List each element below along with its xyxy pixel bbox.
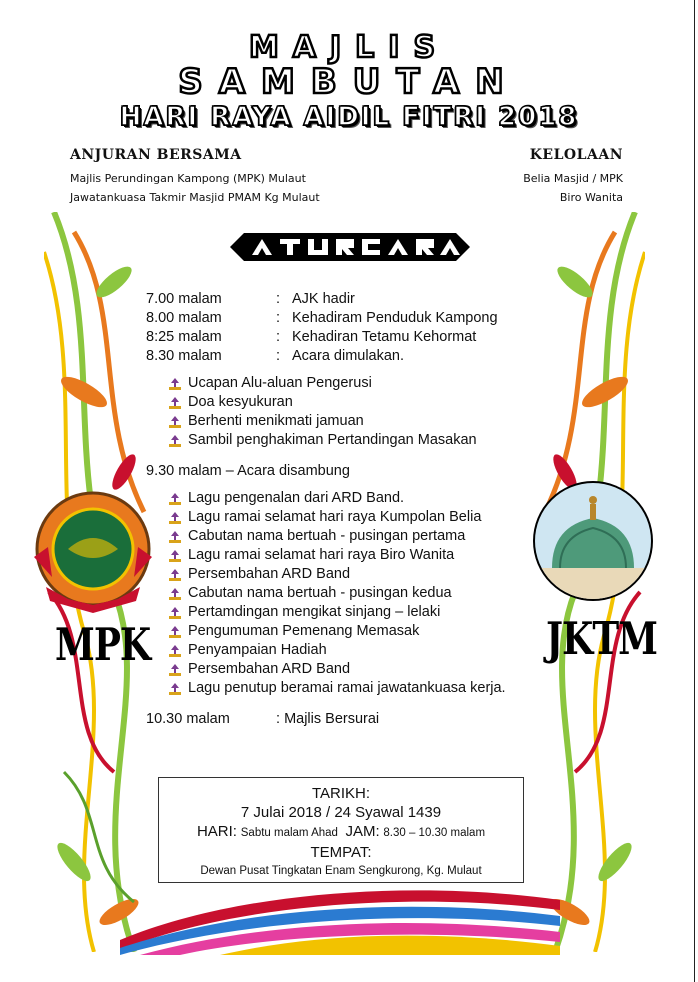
arrow-bullet-icon: [166, 641, 188, 660]
schedule-time: 7.00 malam: [146, 291, 222, 307]
day-time-line: [159, 822, 523, 843]
bullet-text: Lagu ramai selamat hari raya Biro Wanita: [188, 547, 455, 563]
page-edge-line: [694, 0, 695, 982]
schedule-time: 8:25 malam: [146, 329, 222, 345]
bullet-text: Pengumuman Pemenang Memasak: [188, 623, 420, 639]
management-line: Biro Wanita: [559, 191, 623, 204]
bullet-text: Penyampaian Hadiah: [188, 642, 327, 658]
bullet-item: [166, 660, 506, 679]
day-value: Sabtu malam Ahad: [240, 827, 338, 839]
mpk-label: MPK: [55, 618, 151, 672]
arrow-bullet-icon: [166, 603, 188, 622]
venue-label: TEMPAT:: [310, 844, 372, 861]
schedule-row: [146, 290, 506, 309]
bullet-text: Cabutan nama bertuah - pusingan pertama: [188, 528, 466, 544]
bullet-item: [166, 489, 506, 508]
day-label: HARI:: [196, 823, 237, 840]
bullet-item: [166, 603, 506, 622]
schedule-event: AJK hadir: [292, 291, 355, 307]
management-line: Belia Masjid / MPK: [523, 172, 623, 185]
colon: :: [276, 348, 281, 364]
organizer-line: Majlis Perundingan Kampong (MPK) Mulaut: [70, 172, 306, 185]
bullet-text: Berhenti menikmati jamuan: [188, 413, 364, 429]
bullet-item: [166, 431, 506, 450]
closing-event: : Majlis Bersurai: [276, 711, 380, 727]
bullet-item: [166, 622, 506, 641]
arrow-bullet-icon: [166, 374, 188, 393]
bullet-item: [166, 546, 506, 565]
arrow-bullet-icon: [166, 489, 188, 508]
date-label: TARIKH:: [311, 785, 371, 802]
arrow-bullet-icon: [166, 527, 188, 546]
venue-value: Dewan Pusat Tingkatan Enam Sengkurong, Kg. Mulaut: [200, 865, 482, 877]
schedule-row: [146, 309, 506, 328]
mpk-seal-icon: [28, 487, 158, 617]
bullet-text: Lagu pengenalan dari ARD Band.: [188, 490, 405, 506]
bullet-item: [166, 508, 506, 527]
bullet-item: [166, 393, 506, 412]
arrow-bullet-icon: [166, 431, 188, 450]
mosque-dome-icon: [530, 478, 656, 604]
jktm-label: JKTM: [546, 612, 657, 666]
arrow-bullet-icon: [166, 584, 188, 603]
schedule-content: [146, 290, 506, 729]
colour-swoosh-icon: [120, 880, 560, 955]
arrow-bullet-icon: [166, 508, 188, 527]
schedule-event: Kehadiran Tetamu Kehormat: [292, 329, 477, 345]
time-value: 8.30 – 10.30 malam: [383, 827, 486, 839]
arrow-bullet-icon: [166, 622, 188, 641]
closing-event-text: Majlis Bersurai: [284, 711, 380, 727]
arrow-bullet-icon: [166, 679, 188, 698]
colon: :: [276, 291, 281, 307]
bullet-text: Doa kesyukuran: [188, 394, 293, 410]
bullet-text: Cabutan nama bertuah - pusingan kedua: [188, 585, 452, 601]
bullet-text: Sambil penghakiman Pertandingan Masakan: [188, 432, 477, 448]
organizer-line: Jawatankuasa Takmir Masjid PMAM Kg Mulaut: [70, 191, 320, 204]
schedule-row: [146, 347, 506, 366]
bullet-list-2: [166, 489, 506, 698]
bullet-list-1: [166, 374, 506, 450]
aturcara-banner-icon: [230, 231, 470, 263]
schedule-event: Acara dimulakan.: [292, 348, 405, 364]
arrow-bullet-icon: [166, 412, 188, 431]
bullet-text: Pertamdingan mengikat sinjang – lelaki: [188, 604, 441, 620]
bullet-item: [166, 412, 506, 431]
closing-time: 10.30 malam: [146, 711, 230, 727]
bullet-item: [166, 641, 506, 660]
bullet-text: Persembahan ARD Band: [188, 661, 351, 677]
schedule-time: 8.30 malam: [146, 348, 222, 364]
schedule-event: Kehadiram Penduduk Kampong: [292, 310, 498, 326]
bullet-text: Persembahan ARD Band: [188, 566, 351, 582]
date-value: 7 Julai 2018 / 24 Syawal 1439: [240, 804, 442, 821]
resume-line: 9.30 malam – Acara disambung: [146, 463, 350, 479]
bullet-item: [166, 679, 506, 698]
arrow-bullet-icon: [166, 546, 188, 565]
management-block: [523, 147, 623, 207]
arrow-bullet-icon: [166, 660, 188, 679]
organizer-block: [70, 147, 320, 207]
management-heading: KELOLAAN: [529, 147, 623, 163]
title-line-3: HARI RAYA AIDIL FITRI 2018: [119, 102, 579, 132]
bullet-item: [166, 374, 506, 393]
event-details-box: [158, 777, 524, 883]
bullet-text: Ucapan Alu-aluan Pengerusi: [188, 375, 372, 391]
bullet-text: Lagu penutup beramai ramai jawatankuasa kerja.: [188, 680, 506, 696]
bullet-text: Lagu ramai selamat hari raya Kumpolan Belia: [188, 509, 482, 525]
closing-row: [146, 710, 506, 729]
bullet-item: [166, 527, 506, 546]
title-line-2: SAMBUTAN: [178, 62, 520, 102]
bullet-item: [166, 584, 506, 603]
organizer-heading: ANJURAN BERSAMA: [70, 147, 242, 163]
bullet-item: [166, 565, 506, 584]
schedule-row: [146, 328, 506, 347]
time-label: JAM:: [345, 823, 380, 840]
colon: :: [276, 310, 281, 326]
schedule-time: 8.00 malam: [146, 310, 222, 326]
arrow-bullet-icon: [166, 565, 188, 584]
colon: :: [276, 329, 281, 345]
arrow-bullet-icon: [166, 393, 188, 412]
title-line-1: MAJLIS: [248, 30, 450, 65]
